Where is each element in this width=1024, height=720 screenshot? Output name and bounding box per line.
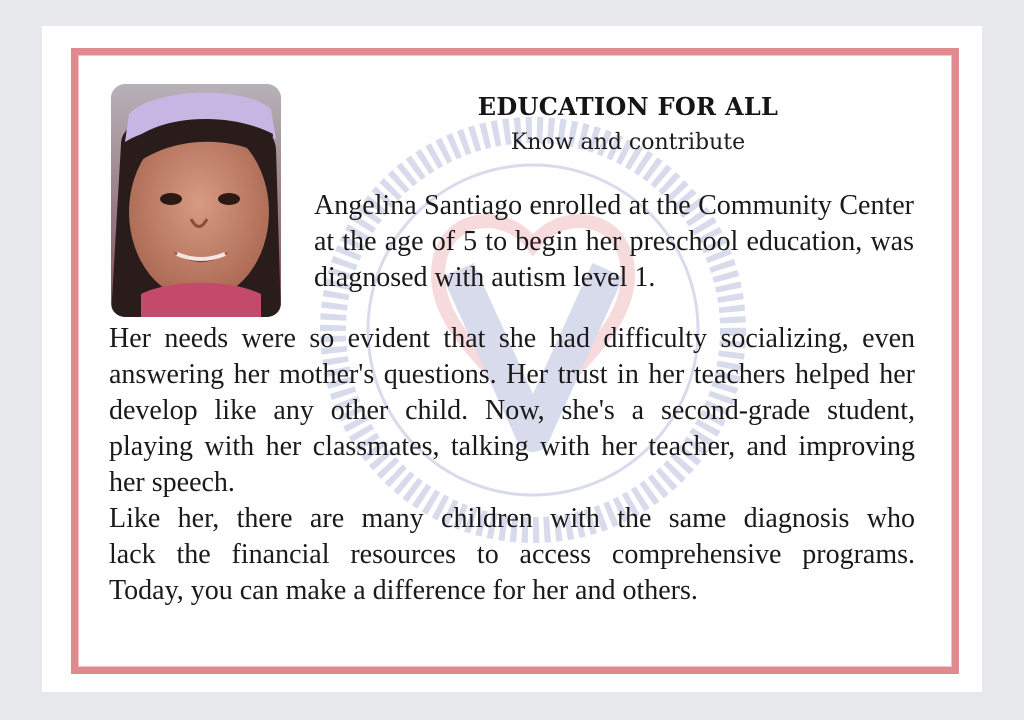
story-paragraph: Her needs were so evident that she had difficulty socializing, even answering her mother's questions. Her trust in her teachers helped her develop like any other child. Now, she's a second-grade student, playing with her classmates, talking with her teacher, and improving her speech. xyxy=(109,323,915,498)
story-card xyxy=(42,26,982,692)
appeal-paragraph xyxy=(109,501,915,609)
intro-paragraph: Angelina Santiago enrolled at the Community Center at the age of 5 to begin her preschool education, was diagnosed with autism level 1. xyxy=(314,190,914,293)
child-portrait-icon xyxy=(111,84,281,317)
appeal-line: Like her, there are many children with the same diagnosis who xyxy=(109,503,915,534)
card-heading: EDUCATION FOR ALL xyxy=(477,92,779,121)
appeal-line: lack the financial resources to access comprehensive programs. xyxy=(109,539,915,570)
appeal-line: Today, you can make a difference for her and others. xyxy=(109,575,698,606)
card-subheading: Know and contribute xyxy=(510,130,746,155)
child-photo xyxy=(111,84,281,317)
card-frame xyxy=(71,48,959,674)
